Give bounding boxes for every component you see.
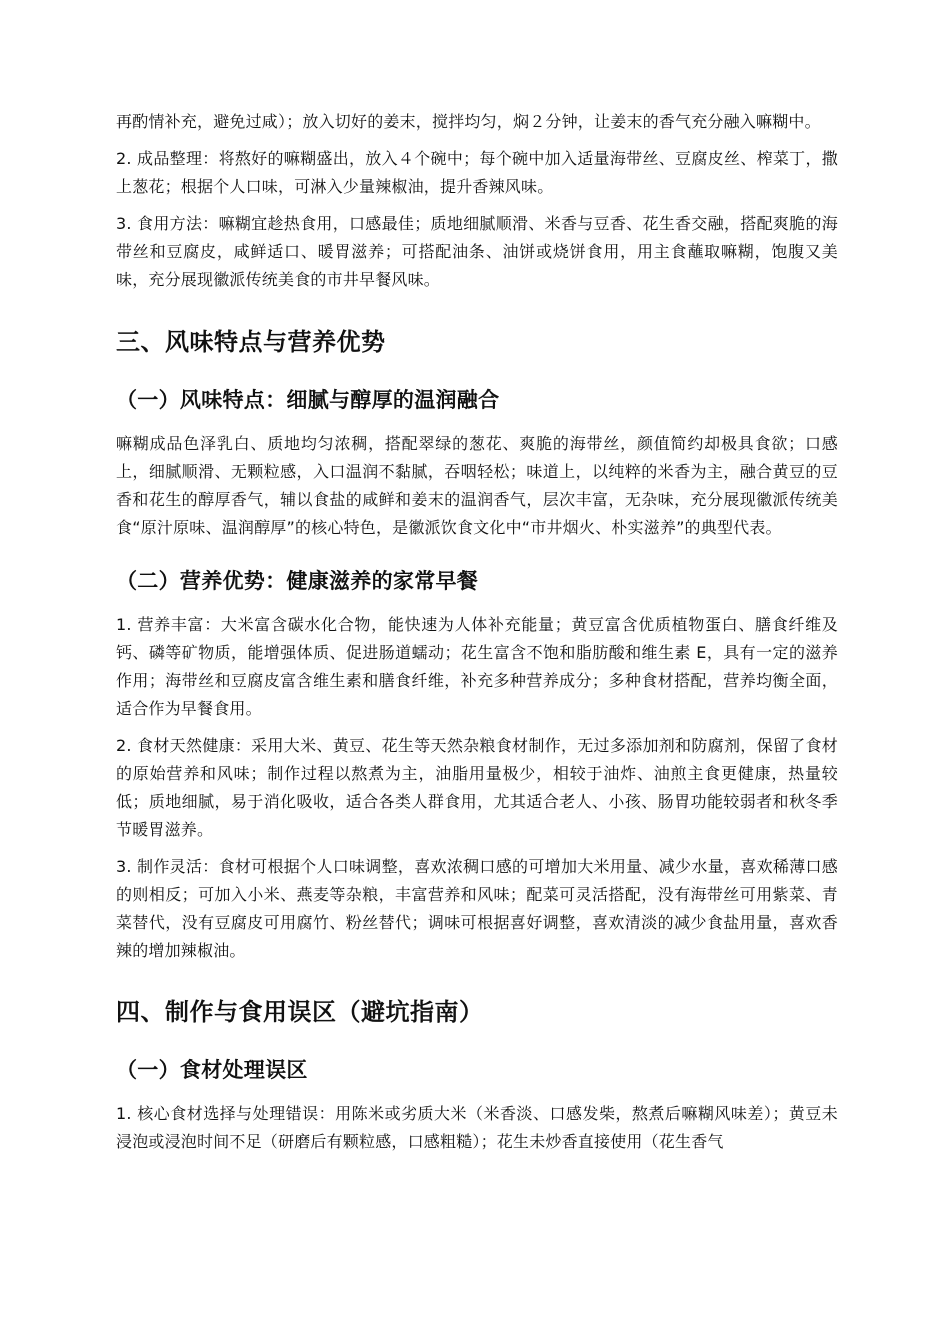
- paragraph-flavor-description: 嘛糊成品色泽乳白、质地均匀浓稠，搭配翠绿的葱花、爽脆的海带丝，颜值简约却极具食欲；口感上，细腻顺滑、无颗粒感，入口温润不黏腻，吞咽轻松；味道上，以纯粹的米香为主，融合黄豆的豆香和花生的醇厚香气，辅以食盐的咸鲜和姜末的温润香气，层次丰富，无杂味，充分展现徽派传统美食“原汁原味、温润醇厚”的核心特色，是徽派饮食文化中“市井烟火、朴实滋养”的典型代表。: [116, 434, 838, 537]
- paragraph-ingredient-errors: 1. 核心食材选择与处理错误：用陈米或劣质大米（米香淡、口感发柴，熬煮后嘛糊风味差）；黄豆未浸泡或浸泡时间不足（研磨后有颗粒感，口感粗糙）；花生未炒香直接使用（花生香气: [116, 1104, 838, 1151]
- subsection-heading-flavor: （一）风味特点：细腻与醇厚的温润融合: [116, 388, 500, 412]
- paragraph-flexible-making: 3. 制作灵活：食材可根据个人口味调整，喜欢浓稠口感的可增加大米用量、减少水量，喜欢稀薄口感的则相反；可加入小米、燕麦等杂粮，丰富营养和风味；配菜可灵活搭配，没有海带丝可用紫菜、青菜替代，没有豆腐皮可用腐竹、粉丝替代；调味可根据喜好调整，喜欢清淡的减少食盐用量，喜欢香辣的增加辣椒油。: [116, 857, 838, 960]
- paragraph-serving: 3. 食用方法：嘛糊宜趁热食用，口感最佳；质地细腻顺滑、米香与豆香、花生香交融，搭配爽脆的海带丝和豆腐皮，咸鲜适口、暖胃滋养；可搭配油条、油饼或烧饼食用，用主食蘸取嘛糊，饱腹又美味，充分展现徽派传统美食的市井早餐风味。: [116, 214, 838, 289]
- section-heading-pitfalls: 四、制作与食用误区（避坑指南）: [116, 998, 484, 1026]
- paragraph-nutrition-rich: 1. 营养丰富：大米富含碳水化合物，能快速为人体补充能量；黄豆富含优质植物蛋白、膳食纤维及钙、磷等矿物质，能增强体质、促进肠道蠕动；花生富含不饱和脂肪酸和维生素 E，具有一定的滋养作用；海带丝和豆腐皮富含维生素和膳食纤维，补充多种营养成分；多种食材搭配，营养均衡全面，适合作为早餐食用。: [116, 615, 838, 718]
- paragraph-natural-ingredients: 2. 食材天然健康：采用大米、黄豆、花生等天然杂粮食材制作，无过多添加剂和防腐剂，保留了食材的原始营养和风味；制作过程以熬煮为主，油脂用量极少，相较于油炸、油煎主食更健康，热量较低；质地细腻，易于消化吸收，适合各类人群食用，尤其适合老人、小孩、肠胃功能较弱者和秋冬季节暖胃滋养。: [116, 736, 838, 839]
- subsection-heading-nutrition: （二）营养优势：健康滋养的家常早餐: [116, 569, 479, 593]
- section-heading-flavor-nutrition: 三、风味特点与营养优势: [116, 328, 386, 356]
- subsection-heading-ingredient-pitfalls: （一）食材处理误区: [116, 1058, 308, 1082]
- document-page: [116, 108, 838, 1156]
- paragraph-plating: 2. 成品整理：将熬好的嘛糊盛出，放入４个碗中；每个碗中加入适量海带丝、豆腐皮丝、榨菜丁，撒上葱花；根据个人口味，可淋入少量辣椒油，提升香辣风味。: [116, 149, 838, 196]
- paragraph-cooking-step-end: 再酌情补充，避免过咸）；放入切好的姜末，搅拌均匀，焖２分钟，让姜末的香气充分融入嘛糊中。: [116, 112, 821, 131]
